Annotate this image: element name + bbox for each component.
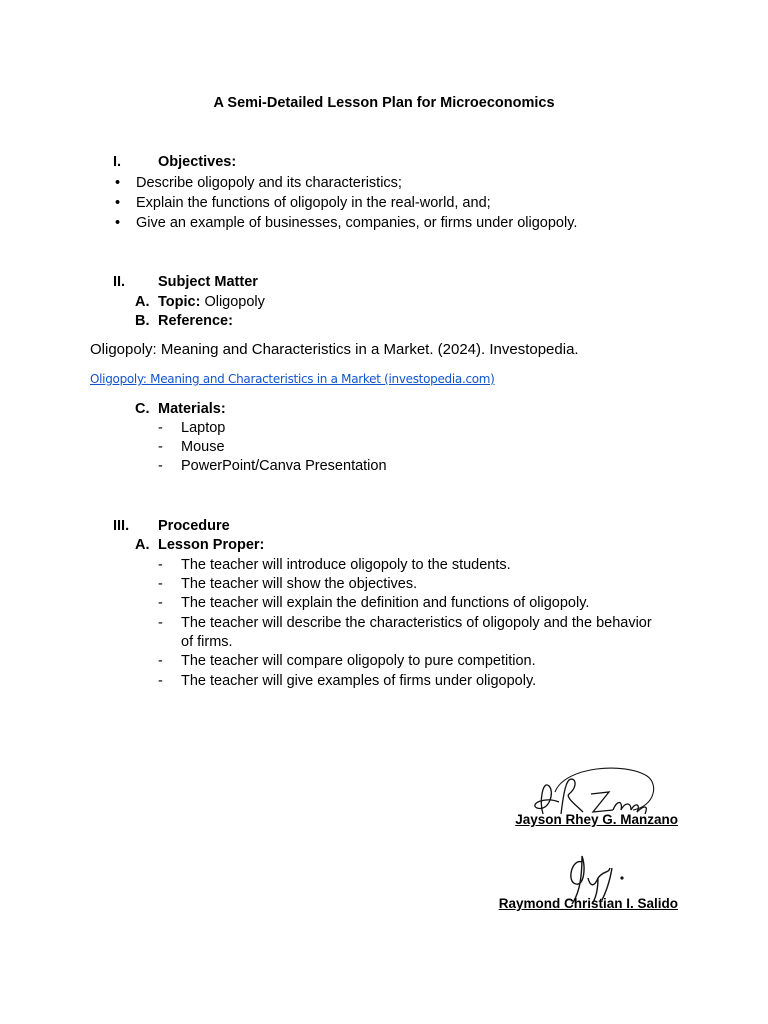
dash-marker: - [158,576,163,592]
signatory-name: Jayson Rhey G. Manzano [515,812,678,827]
dash-marker: - [158,458,163,474]
bullet-icon: • [115,175,121,191]
dash-marker: - [158,439,163,455]
lesson-proper-label: Lesson Proper: [158,537,265,553]
procedure-step: The teacher will introduce oligopoly to the students. [181,557,511,573]
reference-link[interactable]: Oligopoly: Meaning and Characteristics in a Market (investopedia.com) [90,372,495,386]
section-numeral-procedure: III. [113,518,130,534]
topic-letter: A. [135,294,150,310]
section-numeral-objectives: I. [113,154,122,170]
dash-marker: - [158,653,163,669]
topic-line [158,293,265,311]
signatory-name: Raymond Christian I. Salido [498,896,678,911]
section-numeral-subject-matter: II. [113,274,126,290]
procedure-step-continuation: of firms. [181,634,233,650]
topic-label: Topic: [158,294,201,310]
bullet-icon: • [115,195,121,211]
materials-label: Materials: [158,401,226,417]
section-heading-subject-matter: Subject Matter [158,274,258,290]
procedure-step: The teacher will give examples of firms under oligopoly. [181,673,537,689]
dash-marker: - [158,673,163,689]
section-heading-procedure: Procedure [158,518,230,534]
objective-item: Explain the functions of oligopoly in the real-world, and; [136,195,491,211]
objective-item: Describe oligopoly and its characteristics; [136,175,402,191]
procedure-step: The teacher will describe the characteristics of oligopoly and the behavior [181,615,652,631]
topic-value: Oligopoly [204,294,265,310]
reference-letter: B. [135,313,150,329]
reference-citation: Oligopoly: Meaning and Characteristics in a Market. (2024). Investopedia. [90,341,579,358]
section-heading-objectives: Objectives: [158,154,237,170]
material-item: Laptop [181,420,226,436]
dash-marker: - [158,595,163,611]
dash-marker: - [158,557,163,573]
dash-marker: - [158,420,163,436]
procedure-step: The teacher will compare oligopoly to pure competition. [181,653,536,669]
material-item: PowerPoint/Canva Presentation [181,458,387,474]
lesson-proper-letter: A. [135,537,150,553]
page-title: A Semi-Detailed Lesson Plan for Microeconomics [213,95,555,111]
bullet-icon: • [115,215,121,231]
objective-item: Give an example of businesses, companies, or firms under oligopoly. [136,215,578,231]
procedure-step: The teacher will show the objectives. [181,576,418,592]
procedure-step: The teacher will explain the definition and functions of oligopoly. [181,595,590,611]
materials-letter: C. [135,401,150,417]
material-item: Mouse [181,439,225,455]
dash-marker: - [158,615,163,631]
reference-label: Reference: [158,313,233,329]
